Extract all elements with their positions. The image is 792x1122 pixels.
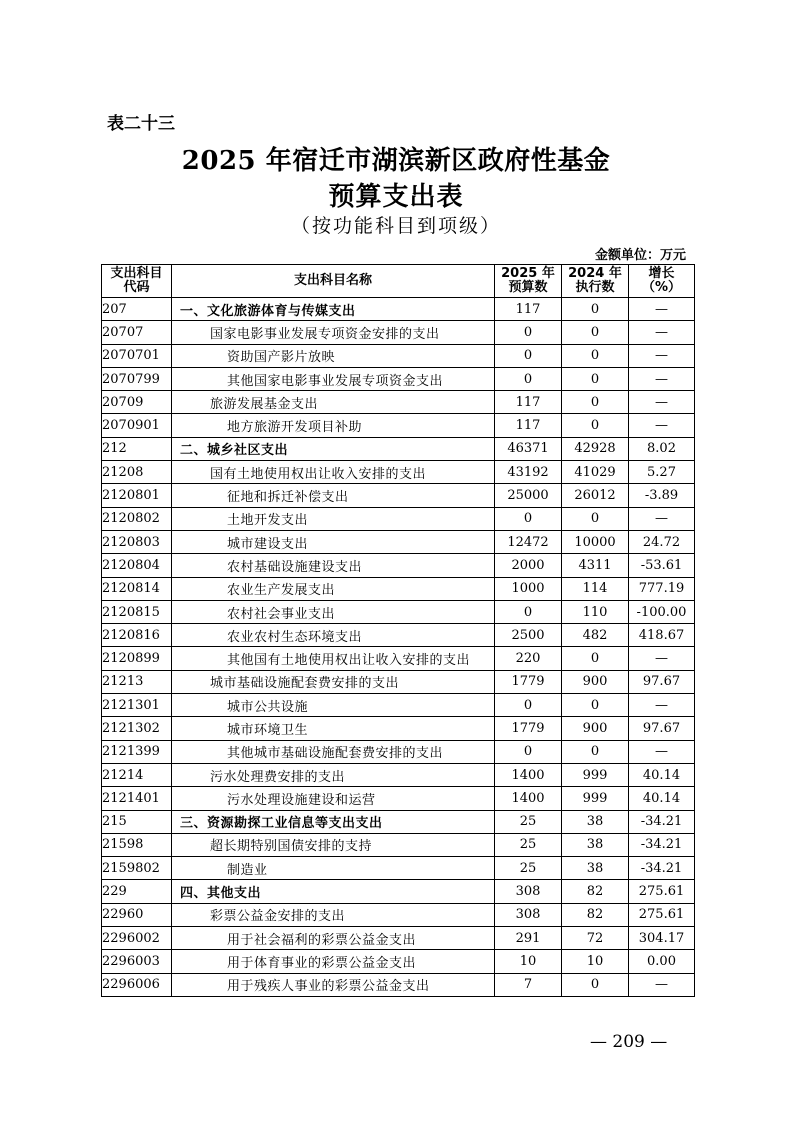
row-growth: — [629, 647, 695, 670]
row-code: 21598 [102, 833, 172, 856]
row-code: 2121401 [102, 787, 172, 810]
row-name: 三、资源勘探工业信息等支出支出 [172, 810, 495, 833]
header-budget: 2025 年预算数 [495, 265, 562, 298]
row-code: 2070901 [102, 414, 172, 437]
row-executed: 0 [562, 391, 629, 414]
row-name: 城市建设支出 [172, 530, 495, 553]
table-row [102, 344, 695, 367]
row-growth: 97.67 [629, 670, 695, 693]
row-growth: — [629, 298, 695, 321]
row-code: 2120899 [102, 647, 172, 670]
table-row [102, 530, 695, 553]
row-code: 2070701 [102, 344, 172, 367]
row-executed: 999 [562, 787, 629, 810]
row-growth: -53.61 [629, 554, 695, 577]
row-budget: 1779 [495, 717, 562, 740]
row-budget: 1000 [495, 577, 562, 600]
row-growth: — [629, 740, 695, 763]
row-name: 用于残疾人事业的彩票公益金支出 [172, 973, 495, 996]
row-name: 制造业 [172, 857, 495, 880]
row-budget: 117 [495, 391, 562, 414]
row-name: 用于体育事业的彩票公益金支出 [172, 950, 495, 973]
table-row [102, 740, 695, 763]
row-growth: — [629, 367, 695, 390]
row-growth: 275.61 [629, 903, 695, 926]
row-executed: 900 [562, 670, 629, 693]
row-executed: 999 [562, 763, 629, 786]
table-row [102, 787, 695, 810]
row-name: 用于社会福利的彩票公益金支出 [172, 927, 495, 950]
row-code: 22960 [102, 903, 172, 926]
row-name: 一、文化旅游体育与传媒支出 [172, 298, 495, 321]
row-executed: 0 [562, 694, 629, 717]
row-code: 21208 [102, 461, 172, 484]
row-budget: 0 [495, 507, 562, 530]
row-executed: 114 [562, 577, 629, 600]
row-executed: 0 [562, 321, 629, 344]
row-executed: 0 [562, 507, 629, 530]
row-name: 地方旅游开发项目补助 [172, 414, 495, 437]
row-executed: 42928 [562, 437, 629, 460]
table-row [102, 484, 695, 507]
page-subtitle: （按功能科目到项级） [290, 215, 501, 237]
row-budget: 7 [495, 973, 562, 996]
header-executed: 2024 年执行数 [562, 265, 629, 298]
header-growth: 增长（%） [629, 265, 695, 298]
row-budget: 0 [495, 344, 562, 367]
row-executed: 38 [562, 833, 629, 856]
row-growth: — [629, 694, 695, 717]
row-budget: 25000 [495, 484, 562, 507]
row-code: 21214 [102, 763, 172, 786]
row-executed: 0 [562, 647, 629, 670]
page-number: — 209 — [590, 1032, 668, 1052]
row-name: 污水处理费安排的支出 [172, 763, 495, 786]
row-code: 2120802 [102, 507, 172, 530]
row-budget: 10 [495, 950, 562, 973]
row-code: 229 [102, 880, 172, 903]
row-growth: -34.21 [629, 857, 695, 880]
table-body [102, 298, 695, 997]
row-growth: — [629, 321, 695, 344]
row-name: 农业生产发展支出 [172, 577, 495, 600]
row-code: 2070799 [102, 367, 172, 390]
row-code: 2121302 [102, 717, 172, 740]
row-executed: 482 [562, 624, 629, 647]
row-growth: 24.72 [629, 530, 695, 553]
row-code: 2296002 [102, 927, 172, 950]
row-growth: 777.19 [629, 577, 695, 600]
row-name: 农村基础设施建设支出 [172, 554, 495, 577]
row-executed: 26012 [562, 484, 629, 507]
row-code: 20709 [102, 391, 172, 414]
row-growth: 40.14 [629, 763, 695, 786]
row-executed: 0 [562, 367, 629, 390]
page-title: 2025 年宿迁市湖滨新区政府性基金 [181, 146, 611, 176]
row-budget: 25 [495, 833, 562, 856]
row-name: 其他国家电影事业发展专项资金支出 [172, 367, 495, 390]
row-name: 旅游发展基金支出 [172, 391, 495, 414]
row-executed: 72 [562, 927, 629, 950]
row-growth: 418.67 [629, 624, 695, 647]
table-row [102, 414, 695, 437]
table-row [102, 367, 695, 390]
row-growth: 40.14 [629, 787, 695, 810]
row-budget: 308 [495, 880, 562, 903]
row-name: 其他国有土地使用权出让收入安排的支出 [172, 647, 495, 670]
table-row [102, 577, 695, 600]
budget-table [101, 264, 695, 997]
row-budget: 12472 [495, 530, 562, 553]
row-growth: 5.27 [629, 461, 695, 484]
row-growth: -100.00 [629, 600, 695, 623]
row-budget: 291 [495, 927, 562, 950]
row-budget: 0 [495, 740, 562, 763]
header-code: 支出科目代码 [102, 265, 172, 298]
row-growth: — [629, 414, 695, 437]
table-row [102, 624, 695, 647]
table-row [102, 461, 695, 484]
row-budget: 220 [495, 647, 562, 670]
row-budget: 0 [495, 321, 562, 344]
row-code: 20707 [102, 321, 172, 344]
unit-label: 金额单位：万元 [594, 248, 686, 263]
table-row [102, 600, 695, 623]
table-row [102, 391, 695, 414]
row-budget: 25 [495, 857, 562, 880]
table-row [102, 670, 695, 693]
table-row [102, 321, 695, 344]
row-budget: 43192 [495, 461, 562, 484]
row-growth: 275.61 [629, 880, 695, 903]
table-row [102, 647, 695, 670]
row-name: 城市环境卫生 [172, 717, 495, 740]
row-budget: 308 [495, 903, 562, 926]
row-executed: 82 [562, 903, 629, 926]
row-name: 农村社会事业支出 [172, 600, 495, 623]
table-row [102, 437, 695, 460]
row-budget: 1400 [495, 787, 562, 810]
row-budget: 1779 [495, 670, 562, 693]
row-executed: 110 [562, 600, 629, 623]
row-executed: 41029 [562, 461, 629, 484]
row-code: 2120804 [102, 554, 172, 577]
row-executed: 10000 [562, 530, 629, 553]
row-budget: 25 [495, 810, 562, 833]
document-label: 表二十三 [107, 114, 175, 134]
row-name: 超长期特别国债安排的支持 [172, 833, 495, 856]
row-name: 污水处理设施建设和运营 [172, 787, 495, 810]
row-growth: 97.67 [629, 717, 695, 740]
row-name: 国家电影事业发展专项资金安排的支出 [172, 321, 495, 344]
row-growth: — [629, 344, 695, 367]
row-growth: -3.89 [629, 484, 695, 507]
row-budget: 2500 [495, 624, 562, 647]
row-name: 彩票公益金安排的支出 [172, 903, 495, 926]
row-code: 2121301 [102, 694, 172, 717]
table-row [102, 973, 695, 996]
row-code: 2159802 [102, 857, 172, 880]
row-executed: 0 [562, 298, 629, 321]
row-code: 2121399 [102, 740, 172, 763]
row-name: 其他城市基础设施配套费安排的支出 [172, 740, 495, 763]
row-code: 215 [102, 810, 172, 833]
row-code: 2120801 [102, 484, 172, 507]
table-row [102, 694, 695, 717]
row-growth: 0.00 [629, 950, 695, 973]
row-budget: 117 [495, 414, 562, 437]
row-name: 农业农村生态环境支出 [172, 624, 495, 647]
row-growth: — [629, 391, 695, 414]
row-code: 2120803 [102, 530, 172, 553]
row-growth: -34.21 [629, 810, 695, 833]
row-code: 212 [102, 437, 172, 460]
row-budget: 2000 [495, 554, 562, 577]
row-name: 城市基础设施配套费安排的支出 [172, 670, 495, 693]
row-name: 资助国产影片放映 [172, 344, 495, 367]
table-header-row [102, 265, 695, 298]
row-budget: 0 [495, 694, 562, 717]
table-row [102, 903, 695, 926]
row-executed: 38 [562, 857, 629, 880]
row-executed: 900 [562, 717, 629, 740]
row-code: 2296003 [102, 950, 172, 973]
row-name: 二、城乡社区支出 [172, 437, 495, 460]
row-executed: 0 [562, 414, 629, 437]
row-growth: -34.21 [629, 833, 695, 856]
row-budget: 117 [495, 298, 562, 321]
table-row [102, 927, 695, 950]
table-row [102, 717, 695, 740]
row-code: 2120815 [102, 600, 172, 623]
table-row [102, 880, 695, 903]
row-executed: 0 [562, 344, 629, 367]
row-name: 土地开发支出 [172, 507, 495, 530]
row-budget: 46371 [495, 437, 562, 460]
table-row [102, 857, 695, 880]
row-executed: 10 [562, 950, 629, 973]
row-code: 21213 [102, 670, 172, 693]
row-growth: 304.17 [629, 927, 695, 950]
row-executed: 82 [562, 880, 629, 903]
row-code: 2120816 [102, 624, 172, 647]
row-executed: 0 [562, 973, 629, 996]
row-executed: 4311 [562, 554, 629, 577]
table-row [102, 763, 695, 786]
table-row [102, 833, 695, 856]
row-name: 国有土地使用权出让收入安排的支出 [172, 461, 495, 484]
table-row [102, 810, 695, 833]
row-growth: — [629, 973, 695, 996]
row-name: 城市公共设施 [172, 694, 495, 717]
table-row [102, 554, 695, 577]
row-code: 2296006 [102, 973, 172, 996]
page-title-line2: 预算支出表 [328, 182, 464, 212]
row-executed: 0 [562, 740, 629, 763]
row-executed: 38 [562, 810, 629, 833]
row-growth: 8.02 [629, 437, 695, 460]
row-code: 2120814 [102, 577, 172, 600]
row-name: 四、其他支出 [172, 880, 495, 903]
row-budget: 1400 [495, 763, 562, 786]
row-code: 207 [102, 298, 172, 321]
header-name: 支出科目名称 [172, 265, 495, 298]
table-row [102, 298, 695, 321]
table-row [102, 950, 695, 973]
row-budget: 0 [495, 367, 562, 390]
table-row [102, 507, 695, 530]
row-name: 征地和拆迁补偿支出 [172, 484, 495, 507]
row-growth: — [629, 507, 695, 530]
row-budget: 0 [495, 600, 562, 623]
